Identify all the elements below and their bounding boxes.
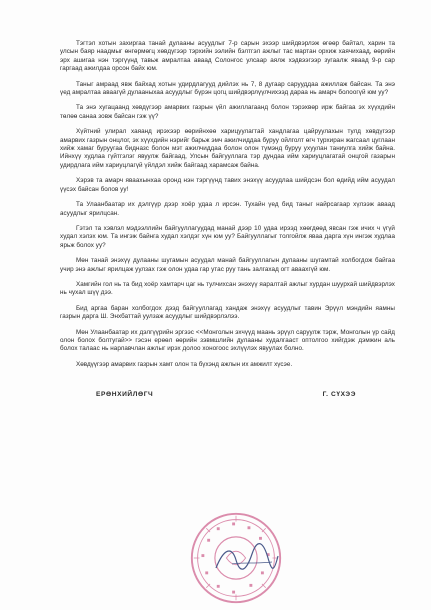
paragraph-7: Гэтэл та хэвлэл мэдээллийн байгууллагуудад манай дээр 10 удаа ирээд хөөгдөөд явсан гэж ичих ч үгүй худал хэлэх юм. Та ингэж байнга худал хэлдэг хүн юм уу? Байгууллагыг толгойлж яваа дарга хүн ингэж худлаа ярьж болох уу? [60, 224, 395, 249]
paragraph-6: Та Улаанбаатар их дэлгүүр дээр хоёр удаа л ирсэн. Тухайн үед бид таныг найрсагаар хүлээж аваад асуудлыг ярилцсан. [60, 201, 395, 217]
paragraph-3: Та энэ хугацаанд хөвдүгээр амарвих газрын үйл ажиллагаанд болон тэрэхвөр ирж байгаа эх хүүхдийн төлөө санаа зовж байсан гэж үү? [60, 104, 395, 120]
handwritten-signature-icon [212, 538, 282, 578]
paragraph-9: Хамгийн гол нь та бид хоёр хамтарч цаг нь тулчихсан энэхүү яаралтай ажлыг хурдан шуурхай шийдвэрлэх нь чухал шүү дээ. [60, 280, 395, 297]
paragraph-11: Мөн Улаанбаатар их дэлгүүрийн эргээс <<Монголын эхчүүд маань эрүүл саруулж тэрж, Монголын үр сайд олон болох болтугай>> гэсэн ерөөл өөрийн зэвмшлийн дулааны худалгааст оптолгоо хийгдэж дэмжин аль болох талаас нь нарлавчлан ажлыг ирэх долоо хоногоос эхлүүлэх явуулах болно. [60, 328, 395, 353]
signatory-title: ЕРӨНХИЙЛӨГЧ [96, 391, 154, 399]
paragraph-4: Хүйтний улирал хаяанд ирэхээр өөрийнхөө харицуулагтай хандлагаа цайруулахын тулд хөвдүгээр амарвих газрын онцлог, эх хүүхдийн нэрийг барьж эмч ажилчиддаа буруу ойлголт өгч турхиран жагсаал цуглаан хийж хамаг буруугаа бидназс болон мэт ажилчиддаа болон олон түмэнд буруу ухуулан таниулга хийж байна. Ийнхүү худлаа гүйтгэлэг явуулж байгаад, Улсын байгууллага тэр дундаа ийм хариуцлагатай онцгой газарын удирдлага ийм хариуцлагүй үйлдэл хийж байгаад харамсаж байна. [60, 128, 395, 169]
paragraph-2: Таныг амраад явж байхад хотын удирдлагууд дийлэх нь 7, 8 дугаар сарууддаа ажиллаж байсан. Та энэ үед амралтаа аваагүй дулааныхаа асуудлыг бүрэн цогц шийдвэрлүүлчихээд дараа нь амарч болоогүй юм уу? [60, 80, 395, 97]
signature-line [60, 391, 356, 398]
paragraph-5: Хэрэв та амарч яваахынхаа оронд нэн тэргүүнд тавих энэхүү асуудлаа шийдсэн бол өдийд ийм асуудал үүсэх байсан болов уу! [60, 177, 395, 193]
paragraph-8: Мөн танай энэхүү дулааны шугамын асуудал манай байгууллагын дулааны шугамтай холбогдож байгаа учир энэ ажлыг ярилцаж уулзах гэж олон удаа гар утас руу тань залгахад огт аваахгүй юм. [60, 257, 395, 273]
letter-body [60, 40, 395, 398]
paragraph-1: Тэгтэл хотын захиргаа танай дулааны асуудлыг 7-р сарын эхээр шийдвэрлэж өгөөр байтал, харин та улсын бaяр наадмыг өнгөрмөгц хөвдүгээр тэрхийн ээлийн бэлтгэл ажлыг тас мартан орхиж хаячихаад, өөрийн эрх ашигаа нэн тэргүүнд тавьж амралтаа аваад Солонгос улсаар аялж хэдвээгээр зугаалж яваад 9-р сар гаргаад ажилдаа орсон байх юм. [60, 40, 395, 73]
closing-line: Хөвдүүгээр амарвих газрын хамт олон та бүхэнд ажлын их амжилт хүсэе. [76, 360, 293, 368]
signatory-name: Г. СҮХЭЭ [322, 391, 356, 399]
paragraph-10: Бид аргаа баран холбогдох дээд байгууллагад хандаж энэхүү асуудлыг тавин Эрүүл мэндийн яамны газрын дарга Ш. Энхбаттай уулзаж асуудлыг шийдвэрлэлээ. [60, 304, 395, 321]
